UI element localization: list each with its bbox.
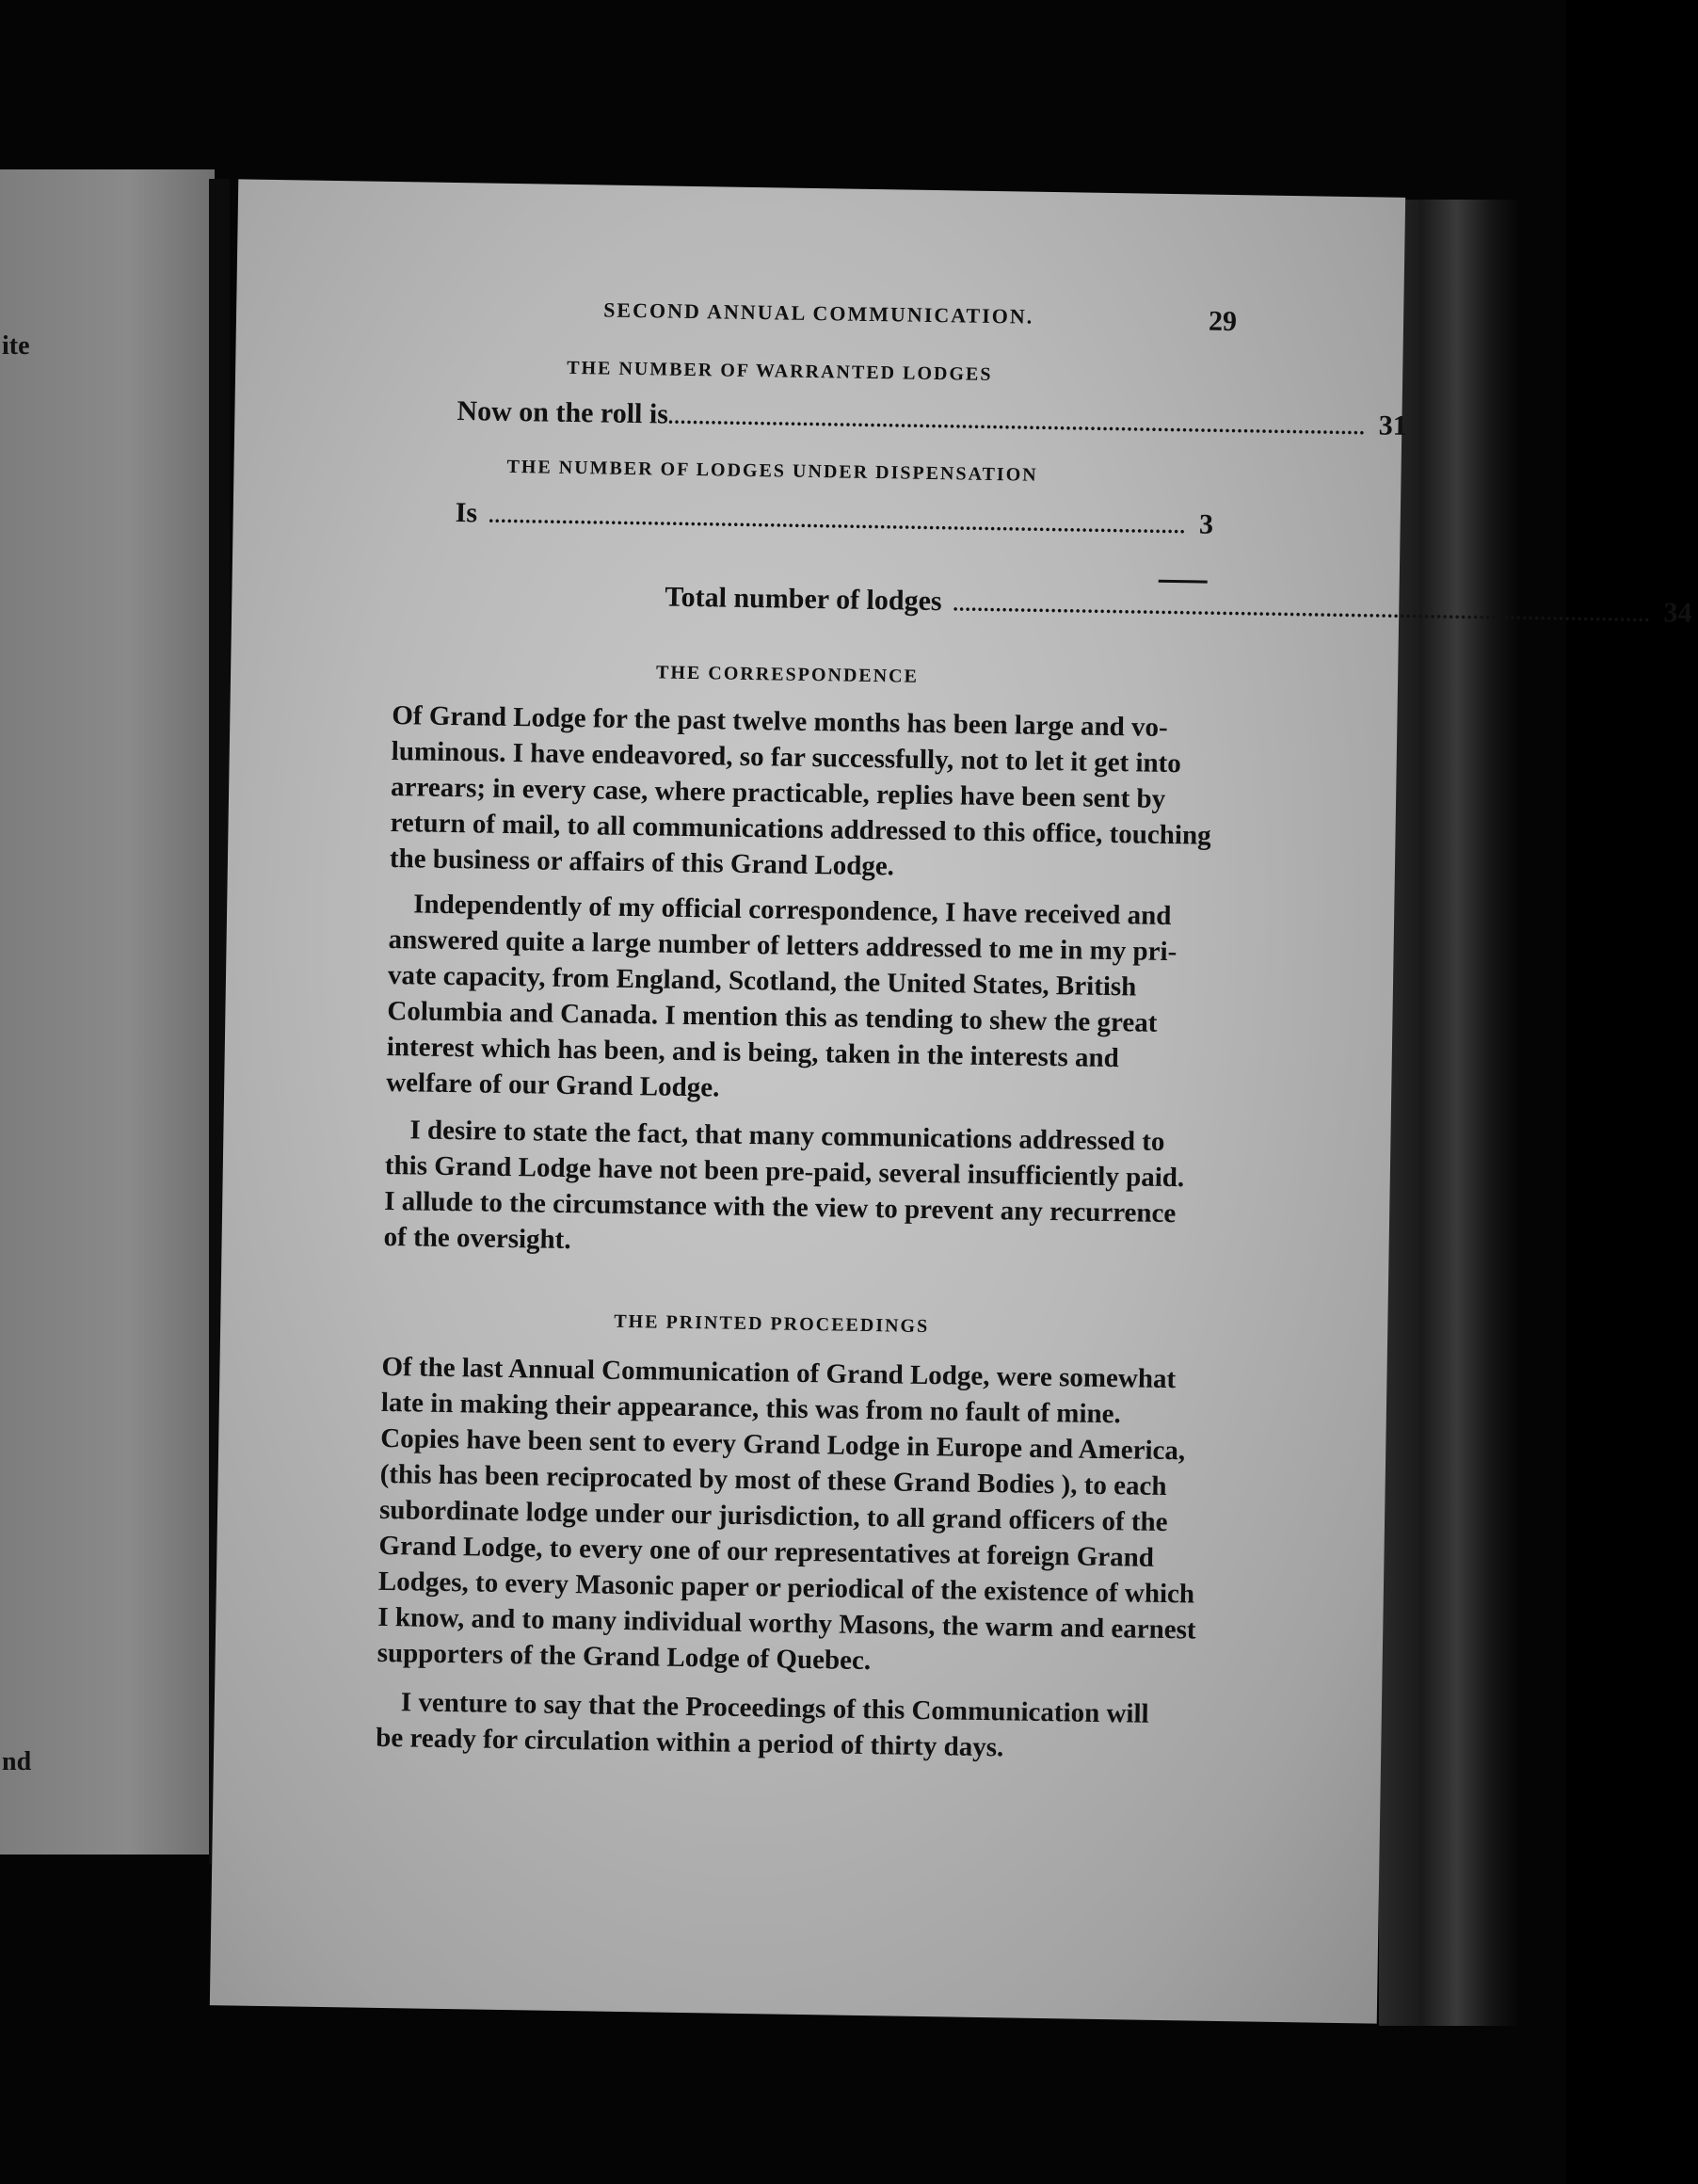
- left-page-fragment: [0, 169, 215, 1855]
- document-page: [210, 179, 1692, 2023]
- dispensation-label: Is: [455, 497, 478, 529]
- warranted-line: [457, 395, 1408, 442]
- proceedings-paragraph: I venture to say that the Proceedings of this Communication will be ready for circulation within a period of thirty days.: [376, 1687, 1149, 1763]
- correspondence-paragraph: Of Grand Lodge for the past twelve months has been large and vo- luminous. I have endeavored, so far successfully, not to let it get into arrears; in every case, where practicable, replies have been sent by return of mail, to all communications addressed to this office, touching the business or affairs of this Grand Lodge.: [389, 700, 1211, 882]
- warranted-heading: THE NUMBER OF WARRANTED LODGES: [567, 357, 993, 385]
- running-head: SECOND ANNUAL COMMUNICATION.: [602, 297, 1034, 329]
- leader-dots: ..................................................................................................................: [488, 503, 1187, 538]
- dispensation-value: 3: [1198, 508, 1214, 540]
- warranted-value: 31: [1378, 410, 1408, 442]
- leader-dots: ..................................................................................................................: [953, 591, 1651, 626]
- page-number: 29: [1208, 305, 1238, 338]
- correspondence-paragraph: Independently of my official correspondence, I have received and answered quite a large number of letters addressed to me in my pri- vate capacity, from England, Scotland, the United States, British Columbia and Canada. I mention this as tending to shew the great interest which has been, and is being, taken in the interests and welfare of our Grand Lodge.: [386, 889, 1177, 1103]
- correspondence-heading: THE CORRESPONDENCE: [655, 662, 920, 687]
- sum-rule: [1159, 580, 1208, 584]
- total-label: Total number of lodges: [665, 581, 942, 618]
- dispensation-heading: THE NUMBER OF LODGES UNDER DISPENSATION: [506, 456, 1038, 486]
- warranted-label: Now on the roll is: [457, 395, 669, 430]
- total-line: [665, 581, 1692, 629]
- proceedings-paragraph: Of the last Annual Communication of Grand Lodge, were somewhat late in making their appearance, this was from no fault of mine. Copies have been sent to every Grand Lodge in Europe and America, (this has been reciprocated by most of these Grand Bodies ), to each subordinate lodge under our jurisdiction, to all grand officers of the Grand Lodge, to every one of our representatives at foreign Grand Lodges, to every Masonic paper or periodical of the existence of which I know, and to many individual worthy Masons, the warm and earnest supporters of the Grand Lodge of Quebec.: [376, 1351, 1196, 1677]
- left-page-text-fragment: ite: [2, 331, 30, 361]
- correspondence-paragraph: I desire to state the fact, that many communications addressed to this Grand Lodge have not been pre-paid, several insufficiently paid. I allude to the circumstance with the view to prevent any recurrence of the oversight.: [383, 1115, 1185, 1256]
- total-value: 34: [1663, 597, 1692, 629]
- dispensation-line: [455, 497, 1214, 541]
- printed-proceedings-heading: THE PRINTED PROCEEDINGS: [614, 1310, 930, 1338]
- left-page-text-fragment: nd: [2, 1747, 32, 1776]
- leader-dots: ..................................................................................................................: [667, 404, 1366, 440]
